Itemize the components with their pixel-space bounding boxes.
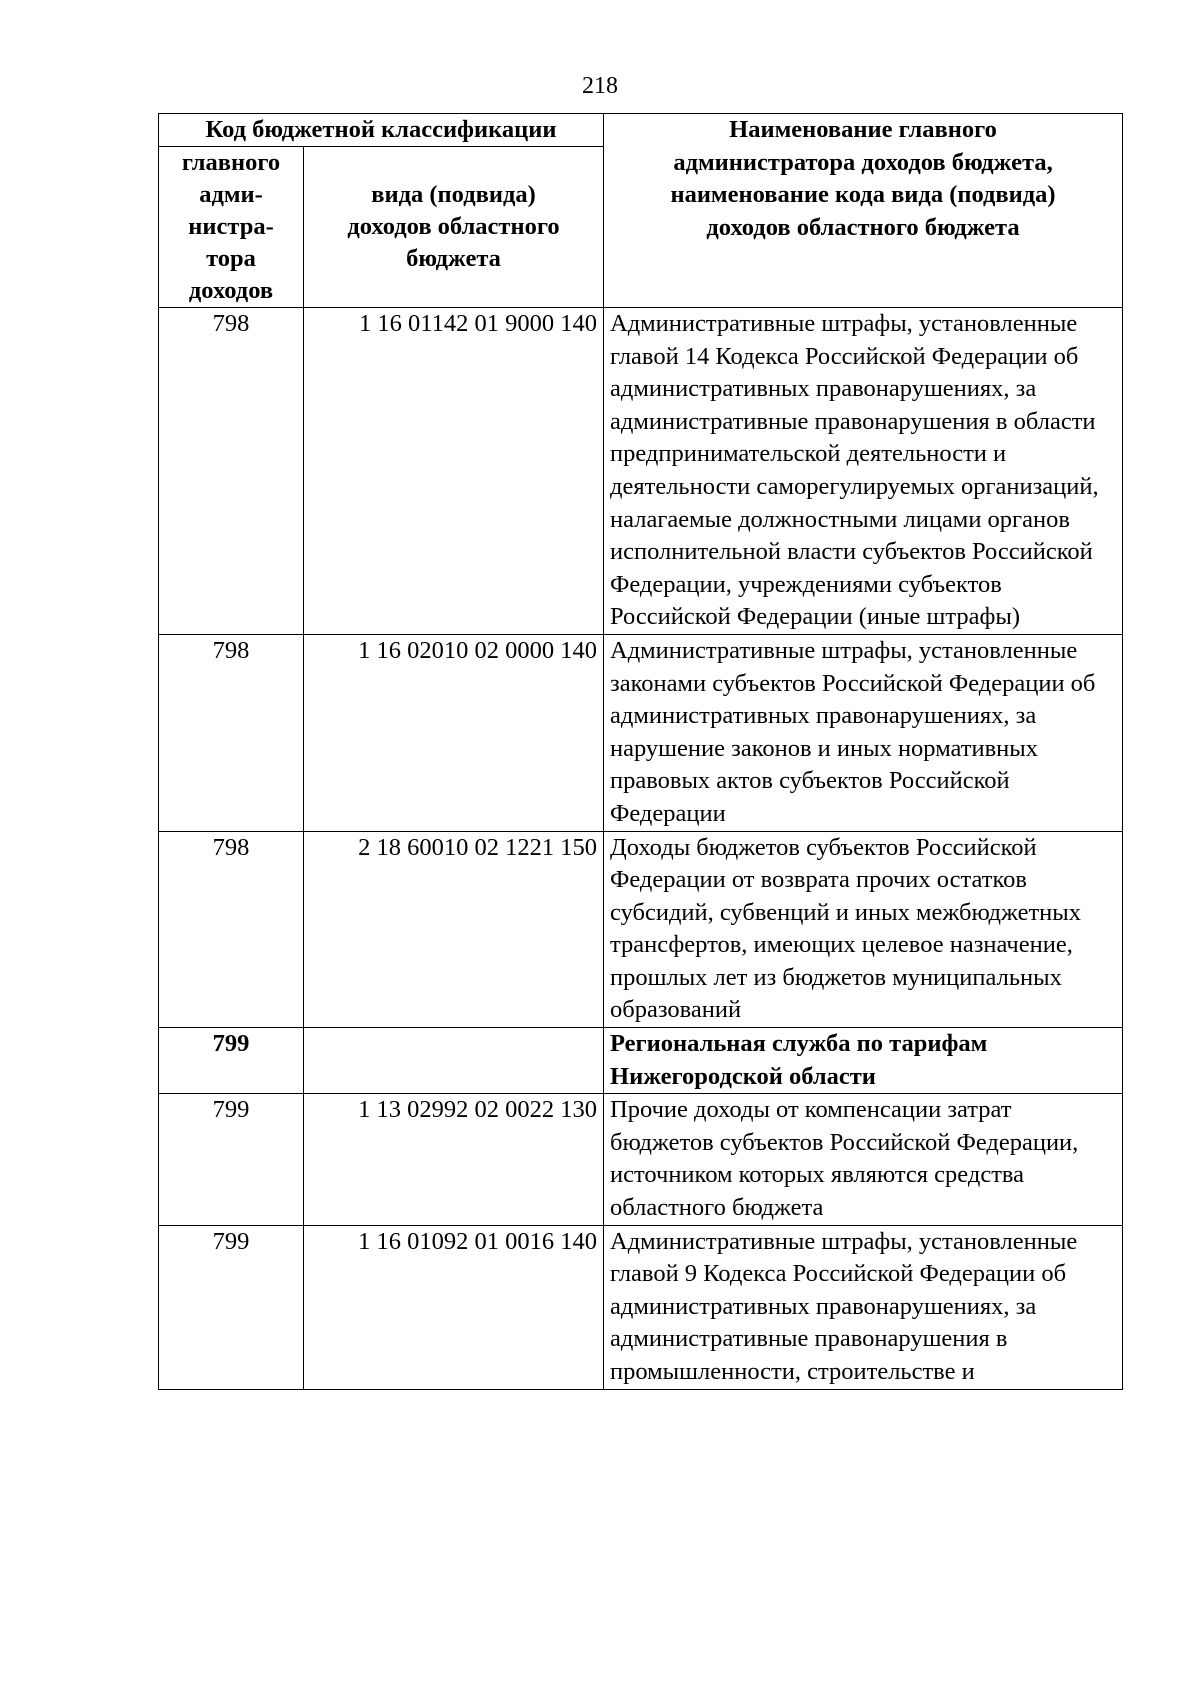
header-admin-line: доходов — [188, 277, 274, 304]
revenue-code-cell: 2 18 60010 02 1221 150 — [304, 831, 604, 1028]
header-name-line: доходов областного бюджета — [706, 213, 1020, 241]
header-admin-line: адми- — [199, 181, 263, 208]
header-kind-line: доходов областного — [347, 213, 560, 240]
revenue-code-cell — [304, 1028, 604, 1094]
admin-code-cell: 798 — [159, 634, 304, 831]
header-kind-line: бюджета — [406, 245, 501, 272]
header-row-group — [159, 114, 1123, 147]
header-name-line: Наименование главного — [729, 116, 997, 143]
admin-code-cell: 799 — [159, 1225, 304, 1389]
admin-code-cell: 799 — [159, 1028, 304, 1094]
table-row — [159, 1094, 1123, 1225]
header-kind-line: вида (подвида) — [371, 181, 536, 208]
revenue-code-cell: 1 16 01142 01 9000 140 — [304, 308, 604, 635]
page-number: 218 — [582, 73, 618, 99]
admin-code-cell: 799 — [159, 1094, 304, 1225]
header-budget-classification-code: Код бюджетной классификации — [159, 114, 604, 147]
revenue-code-cell: 1 16 01092 01 0016 140 — [304, 1225, 604, 1389]
table-row — [159, 1225, 1123, 1389]
revenue-name-cell: Административные штрафы, установленные главой 9 Кодекса Российской Федерации об административных правонарушениях, за административные правонарушения в промышленности, строительстве и — [604, 1225, 1123, 1389]
revenue-code-cell: 1 16 02010 02 0000 140 — [304, 634, 604, 831]
budget-classification-table — [158, 113, 1123, 1390]
revenue-name-cell: Доходы бюджетов субъектов Российской Федерации от возврата прочих остатков субсидий, субвенций и иных межбюджетных трансфертов, имеющих целевое назначение, прошлых лет из бюджетов муниципальных образований — [604, 831, 1123, 1028]
table-row — [159, 634, 1123, 831]
admin-code-cell: 798 — [159, 831, 304, 1028]
revenue-code-cell: 1 13 02992 02 0022 130 — [304, 1094, 604, 1225]
header-main-administrator — [159, 147, 304, 308]
header-admin-line: главного — [181, 149, 281, 176]
administrator-name-cell: Региональная служба по тарифам Нижегородской области — [604, 1028, 1123, 1094]
revenue-name-cell: Прочие доходы от компенсации затрат бюджетов субъектов Российской Федерации, источником которых являются средства областного бюджета — [604, 1094, 1123, 1225]
table-row-administrator-heading — [159, 1028, 1123, 1094]
table-row — [159, 831, 1123, 1028]
header-name — [604, 114, 1123, 308]
admin-code-cell: 798 — [159, 308, 304, 635]
header-admin-line: нистра- — [188, 213, 274, 240]
revenue-name-cell: Административные штрафы, установленные законами субъектов Российской Федерации об административных правонарушениях, за нарушение законов и иных нормативных правовых актов субъектов Российской Федерации — [604, 634, 1123, 831]
revenue-name-cell: Административные штрафы, установленные главой 14 Кодекса Российской Федерации об административных правонарушениях, за административные правонарушения в области предпринимательской деятельности и деятельности саморегулируемых организаций, налагаемые должностными лицами органов исполнительной власти субъектов Российской Федерации, учреждениями субъектов Российской Федерации (иные штрафы) — [604, 308, 1123, 635]
header-admin-line: тора — [206, 245, 256, 272]
table-row — [159, 308, 1123, 635]
header-name-line: наименование кода вида (подвида) — [670, 181, 1056, 208]
header-name-line: администратора доходов бюджета, — [673, 148, 1053, 176]
header-revenue-kind — [304, 147, 604, 308]
